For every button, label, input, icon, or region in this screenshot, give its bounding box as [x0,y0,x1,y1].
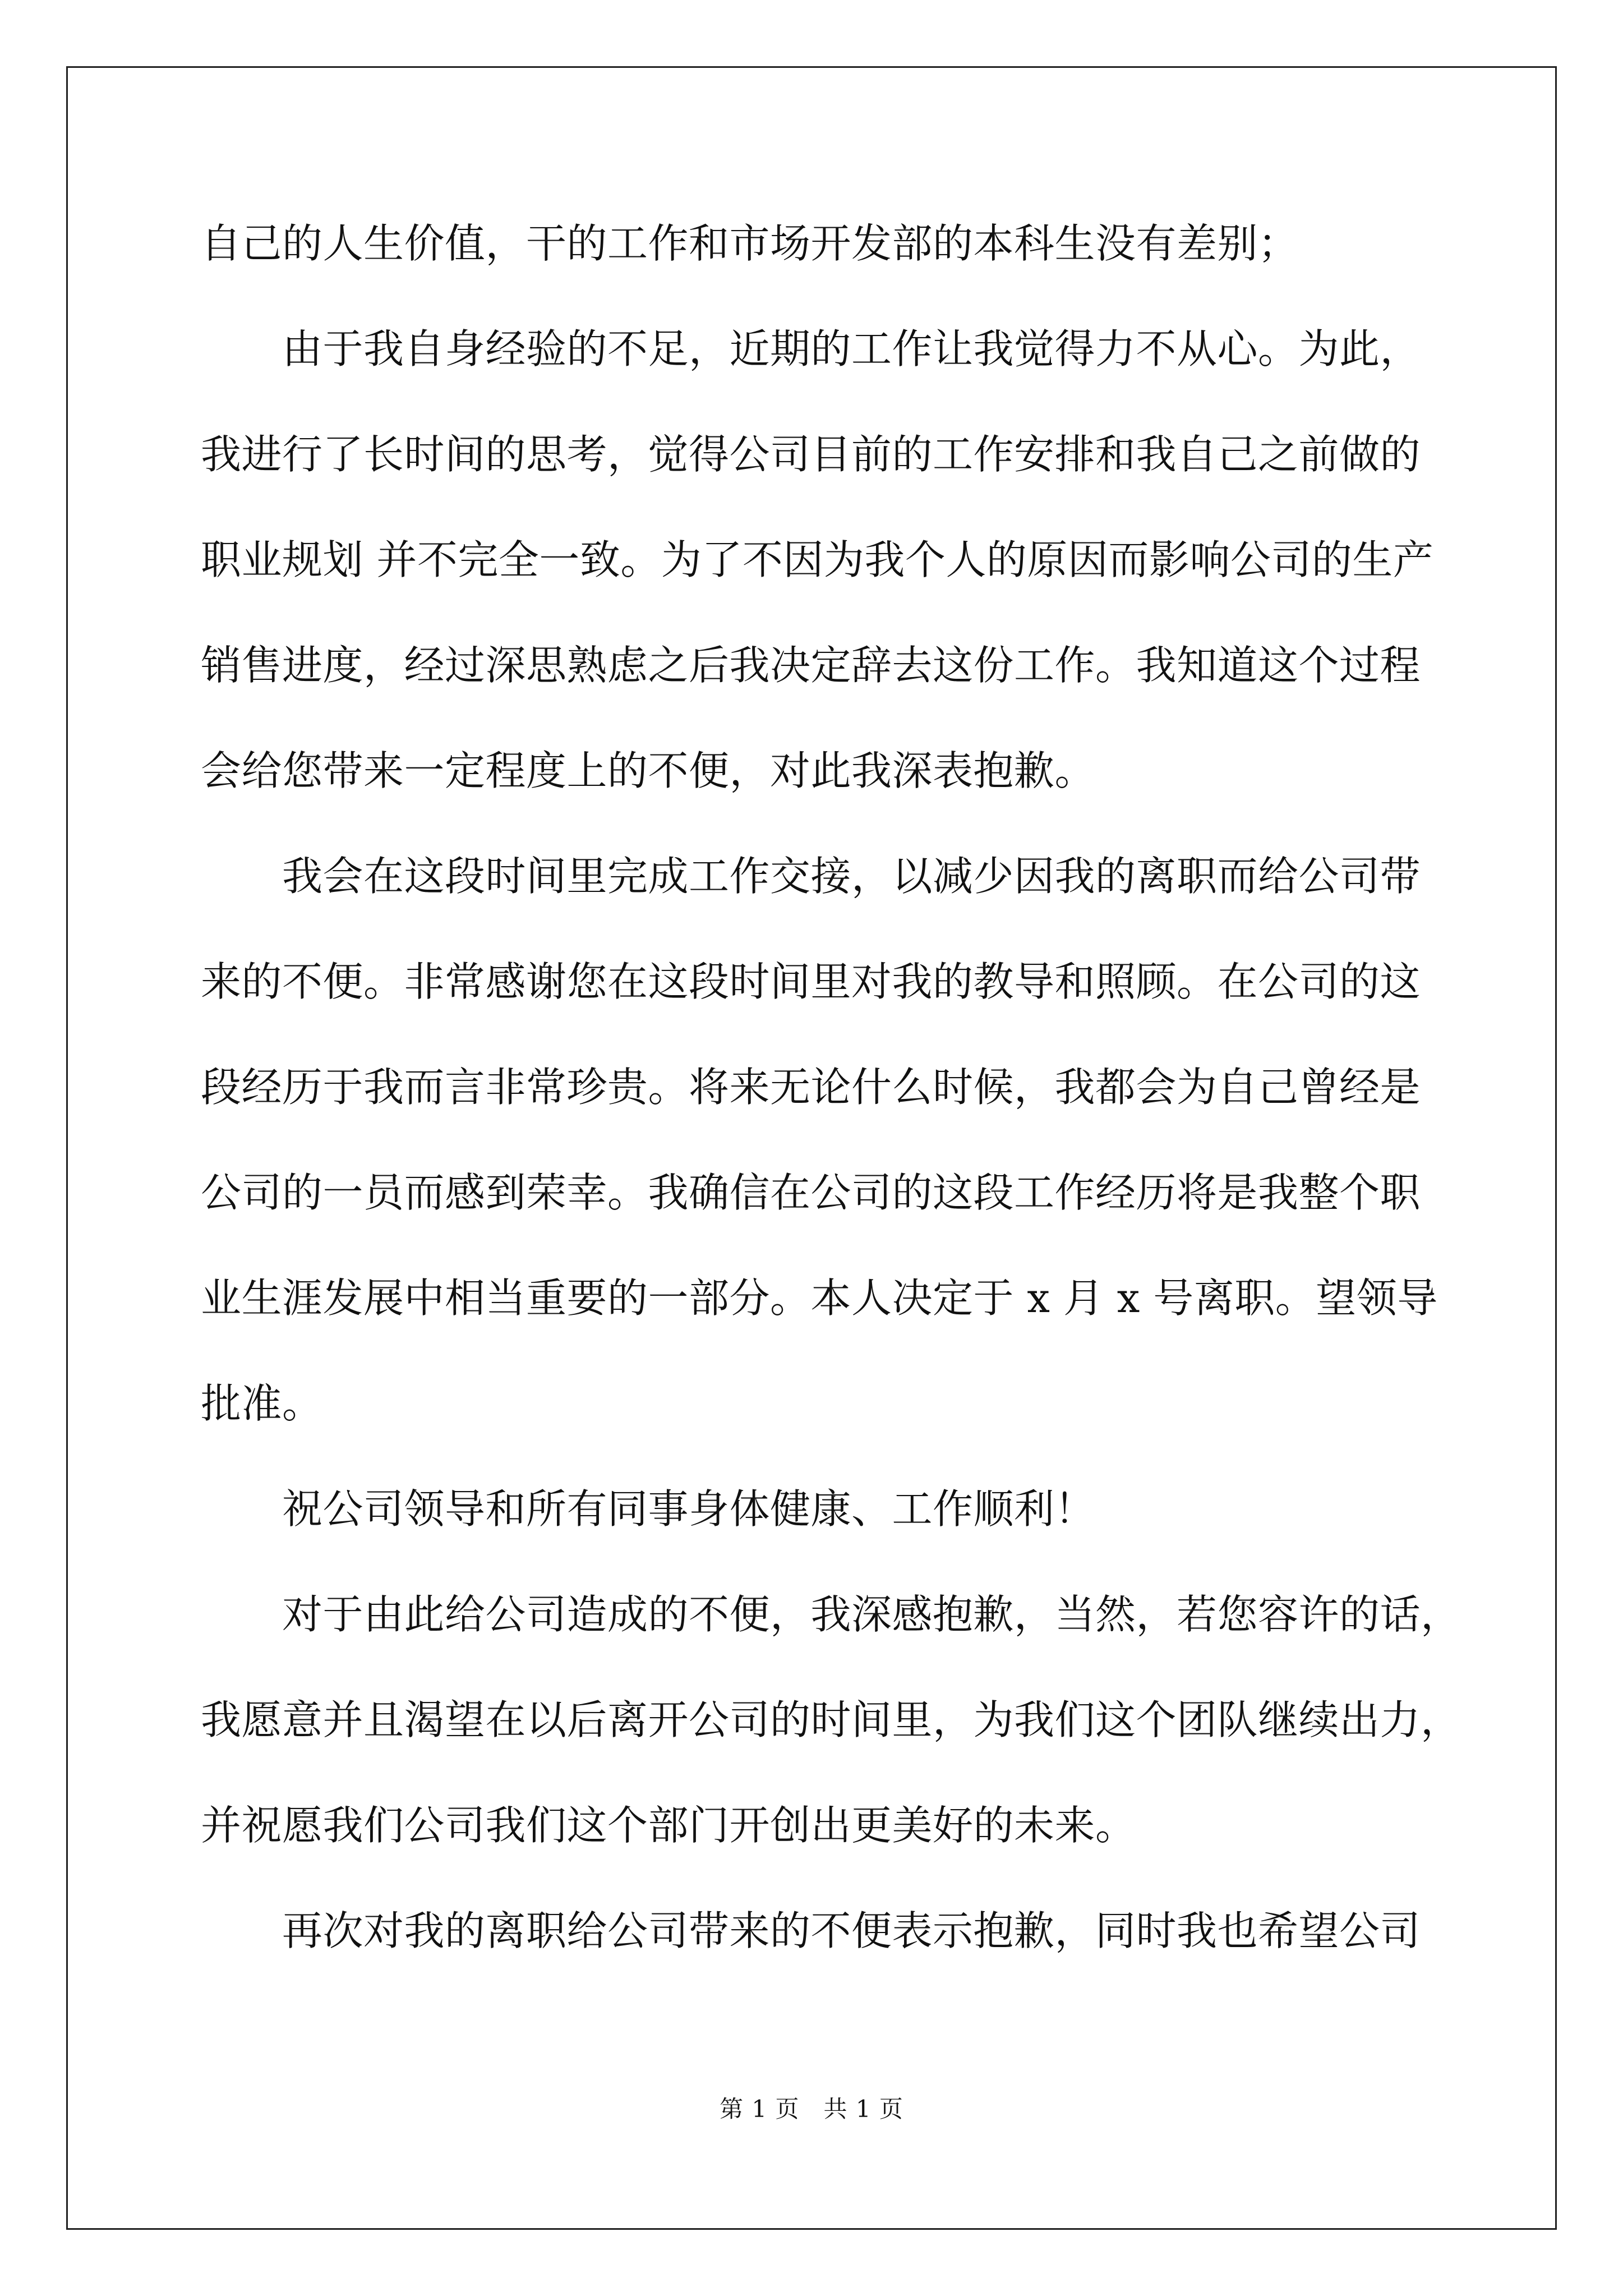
text-line: 我愿意并且渴望在以后离开公司的时间里，为我们这个团队继续出力， [201,1696,1461,1743]
text-line: 销售进度，经过深思熟虑之后我决定辞去这份工作。我知道这个过程 [201,642,1421,689]
text-line: 并祝愿我们公司我们这个部门开创出更美好的未来。 [201,1802,1136,1849]
text-line: 我会在这段时间里完成工作交接，以减少因我的离职而给公司带 [282,853,1421,900]
text-line: 来的不便。非常感谢您在这段时间里对我的教导和照顾。在公司的这 [201,958,1421,1005]
text-line: 职业规划 并不完全一致。为了不因为我个人的原因而影响公司的生产 [201,536,1434,583]
text-line: 我进行了长时间的思考，觉得公司目前的工作安排和我自己之前做的 [201,431,1421,478]
text-line: 公司的一员而感到荣幸。我确信在公司的这段工作经历将是我整个职 [201,1169,1421,1216]
document-body [201,191,1461,1984]
text-line: 会给您带来一定程度上的不便，对此我深表抱歉。 [201,747,1096,794]
text-line: 再次对我的离职给公司带来的不便表示抱歉，同时我也希望公司 [282,1907,1421,1954]
text-line: 自己的人生价值，干的工作和市场开发部的本科生没有差别； [201,220,1299,267]
text-line: 对于由此给公司造成的不便，我深感抱歉，当然，若您容许的话， [282,1591,1461,1638]
page-footer: 第 1 页 共 1 页 [720,2095,903,2123]
text-line: 批准。 [201,1380,323,1427]
text-line: 祝公司领导和所有同事身体健康、工作顺利！ [282,1485,1096,1533]
text-line: 由于我自身经验的不足，近期的工作让我觉得力不从心。为此， [282,325,1421,372]
text-line: 段经历于我而言非常珍贵。将来无论什么时候，我都会为自己曾经是 [201,1064,1421,1111]
text-line: 业生涯发展中相当重要的一部分。本人决定于 x 月 x 号离职。望领导 [201,1274,1438,1322]
